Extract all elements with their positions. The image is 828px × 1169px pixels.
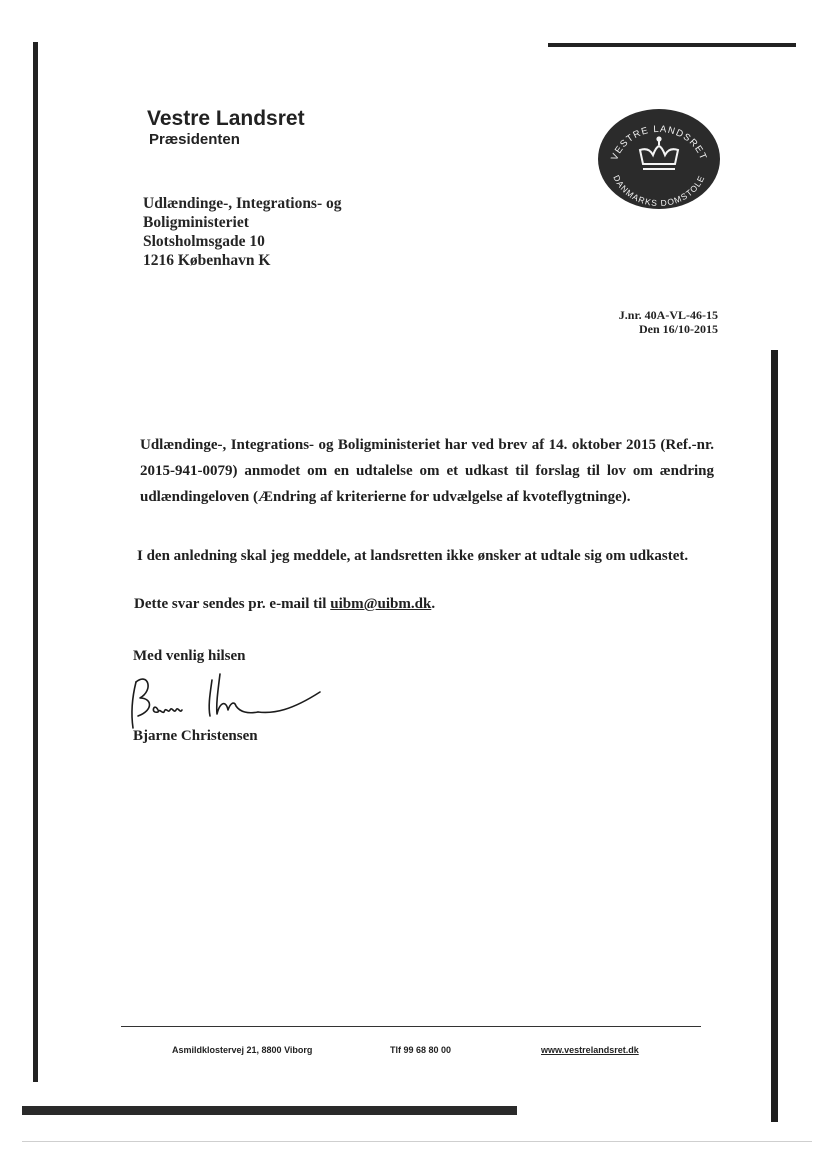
- scan-edge-left: [33, 42, 38, 1082]
- signer-name: Bjarne Christensen: [133, 728, 258, 744]
- address-line: Boligministeriet: [143, 214, 249, 231]
- footer-divider: [121, 1026, 701, 1027]
- journal-number: J.nr. 40A-VL-46-15: [618, 308, 718, 322]
- court-role: Præsidenten: [149, 131, 240, 148]
- court-name: Vestre Landsret: [147, 107, 305, 130]
- letter-date: Den 16/10-2015: [639, 322, 718, 336]
- paragraph-3-prefix: Dette svar sendes pr. e-mail til: [134, 596, 331, 612]
- body-paragraph-3: [134, 596, 435, 613]
- footer-phone: Tlf 99 68 80 00: [390, 1045, 452, 1055]
- scan-edge-top: [548, 43, 796, 47]
- email-link[interactable]: uibm@uibm.dk: [330, 596, 432, 612]
- scan-edge-right: [771, 350, 778, 1122]
- footer-address: Asmildklostervej 21, 8800 Viborg: [172, 1045, 313, 1055]
- body-paragraph-1: Udlændinge-, Integrations- og Boligministeriet har ved brev af 14. oktober 2015 (Ref.-nr. 2015-941-0079) anmodet om en udtalelse om et udkast til forslag til lov om ændring udlændingeloven (Ændring af kriterierne for udvælgelse af kvoteflygtninge).: [140, 437, 714, 505]
- court-seal-logo: [597, 108, 721, 210]
- address-line: Udlændinge-, Integrations- og: [143, 195, 342, 212]
- reference-block: [619, 308, 718, 336]
- scan-line-bottom: [22, 1141, 812, 1142]
- seal-text-bottom: DANMARKS DOMSTOLE: [611, 173, 707, 209]
- recipient-address: [143, 194, 342, 270]
- address-line: 1216 København K: [143, 252, 271, 269]
- footer-website-link[interactable]: www.vestrelandsret.dk: [541, 1045, 639, 1055]
- address-line: Slotsholmsgade 10: [143, 233, 265, 250]
- body-paragraph-2: I den anledning skal jeg meddele, at landsretten ikke ønsker at udtale sig om udkastet.: [137, 548, 689, 564]
- paragraph-3-suffix: .: [431, 596, 436, 612]
- scan-edge-bottom: [22, 1106, 517, 1115]
- closing-greeting: Med venlig hilsen: [133, 648, 246, 664]
- seal-text-top: VESTRE LANDSRET: [609, 123, 709, 163]
